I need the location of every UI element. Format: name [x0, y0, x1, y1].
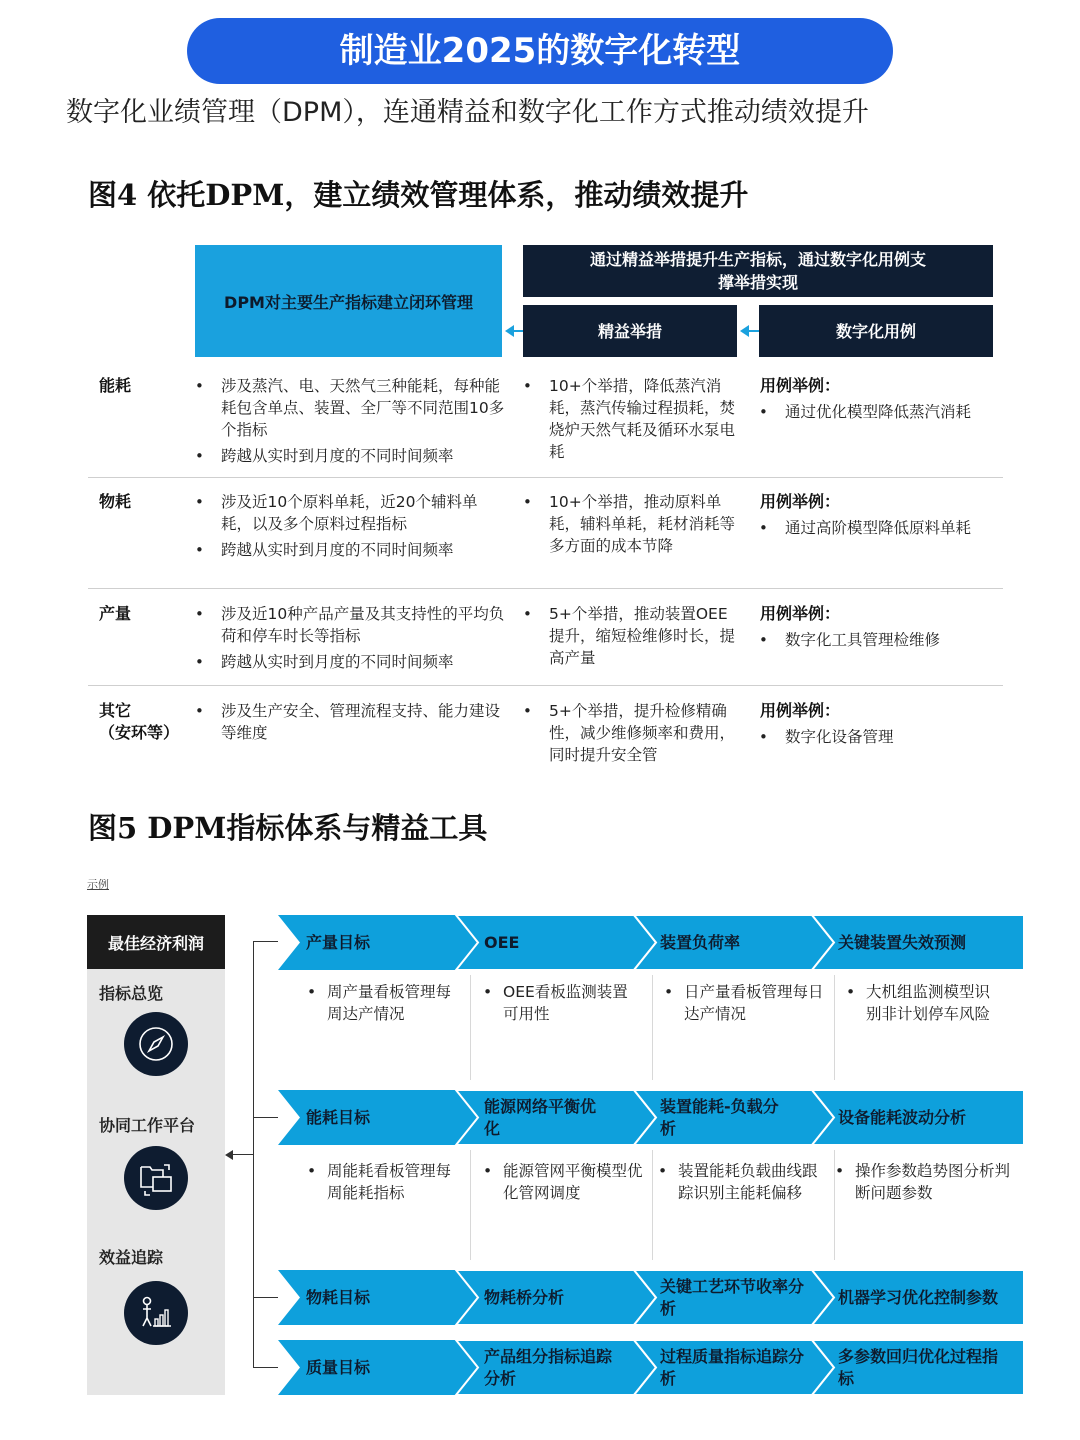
column-divider: [652, 1150, 653, 1260]
row-output-case: [759, 629, 991, 655]
row-label-material: 物耗: [99, 492, 132, 511]
lean-digital-header-box: 通过精益举措提升生产指标，通过数字化用例支撑举措实现: [523, 245, 993, 297]
list-item: • OEE看板监测装置可用性: [483, 981, 643, 1025]
row-other-case: [759, 726, 991, 752]
row-output-lean: [523, 603, 737, 673]
row-other-lean: [523, 700, 737, 770]
list-item: • 5+个举措，提升检修精确性，减少维修频率和费用，同时提升安全管: [523, 700, 737, 766]
chevron-label: 设备能耗波动分析: [838, 1107, 967, 1127]
arrow-left-icon: [740, 325, 749, 337]
chevron-label: 多参数回归优化过程指标: [838, 1346, 999, 1388]
dpm-closed-loop-box: DPM对主要生产指标建立闭环管理: [195, 245, 502, 357]
arrow-line: [514, 330, 523, 332]
list-item: • 数字化工具管理检维修: [759, 629, 991, 651]
metric-description: [483, 981, 643, 1025]
column-divider: [470, 975, 471, 1080]
list-item: • 日产量看板管理每日达产情况: [664, 981, 824, 1025]
sidebar-item-tracking: 效益追踪: [99, 1248, 164, 1267]
chevron-label: 关键工艺环节收率分析: [660, 1276, 805, 1318]
metric-description: [835, 1160, 1025, 1204]
use-case-title: 用例举例：: [760, 376, 841, 395]
arrow-left-icon: [505, 325, 514, 337]
list-item: • 5+个举措，推动装置OEE提升，缩短检维修时长，提高产量: [523, 603, 737, 669]
metric-description: [307, 981, 462, 1025]
list-item: • 操作参数趋势图分析判断问题参数: [835, 1160, 1025, 1204]
use-case-title: 用例举例：: [760, 701, 841, 720]
row-energy-case: [759, 401, 991, 427]
lean-initiatives-header: 精益举措: [523, 305, 737, 357]
chevron-label: 过程质量指标追踪分析: [660, 1346, 805, 1388]
sidebar-item-platform: 协同工作平台: [99, 1116, 196, 1135]
row-material-case: [759, 517, 991, 543]
metric-description: [658, 1160, 828, 1204]
list-item: • 涉及近10种产品产量及其支持性的平均负荷和停车时长等指标: [195, 603, 505, 647]
row-label-output: 产量: [99, 604, 132, 623]
list-item: • 数字化设备管理: [759, 726, 991, 748]
metric-description: [307, 1160, 462, 1204]
list-item: • 10+个举措，降低蒸汽消耗，蒸汽传输过程损耗，焚烧炉天然气耗及循环水泵电耗: [523, 375, 737, 463]
list-item: • 装置能耗负载曲线跟踪识别主能耗偏移: [658, 1160, 828, 1204]
chevron-label: 关键装置失效预测: [838, 932, 967, 952]
arrow-left-icon: [225, 1150, 233, 1160]
row-label-other-sub: （安环等）: [99, 723, 180, 742]
divider: [88, 685, 1003, 686]
row-label-other: 其它: [99, 701, 132, 720]
list-item: • 能源管网平衡模型优化管网调度: [483, 1160, 643, 1204]
chevron-label: 能耗目标: [306, 1107, 371, 1127]
chevron-label: 质量目标: [306, 1357, 371, 1377]
person-chart-icon: [124, 1281, 188, 1345]
connector-branch: [253, 941, 278, 942]
chevron-label: 机器学习优化控制参数: [838, 1287, 999, 1307]
connector-vertical: [253, 941, 254, 1367]
sidebar-top-label: 最佳经济利润: [87, 915, 225, 969]
row-energy-dpm: [195, 375, 505, 471]
page-subtitle: 数字化业绩管理（DPM），连通精益和数字化工作方式推动绩效提升: [66, 97, 869, 128]
page-banner: 制造业2025的数字化转型: [187, 18, 893, 84]
list-item: • 涉及蒸汽、电、天然气三种能耗，每种能耗包含单点、装置、全厂等不同范围10多个指标: [195, 375, 505, 441]
use-case-title: 用例举例：: [760, 604, 841, 623]
list-item: • 通过优化模型降低蒸汽消耗: [759, 401, 991, 423]
list-item: • 10+个举措，推动原料单耗，辅料单耗，耗材消耗等多方面的成本节降: [523, 491, 737, 557]
chevron-label: 物耗桥分析: [484, 1287, 565, 1307]
chevron-label: 产品组分指标追踪分析: [484, 1346, 613, 1388]
column-divider: [652, 975, 653, 1080]
example-label: 示例: [87, 878, 109, 891]
fig4-title: 图4 依托DPM，建立绩效管理体系，推动绩效提升: [88, 178, 749, 212]
connector-arrow-line: [232, 1154, 253, 1155]
arrow-line: [749, 330, 759, 332]
chevron-label: 装置负荷率: [660, 932, 741, 952]
sidebar-item-overview: 指标总览: [99, 984, 164, 1003]
row-material-dpm: [195, 491, 505, 565]
folders-icon: [124, 1146, 188, 1210]
chevron-label: 装置能耗-负载分析: [660, 1096, 779, 1138]
metric-description: [664, 981, 824, 1025]
list-item: • 周能耗看板管理每周能耗指标: [307, 1160, 462, 1204]
list-item: • 涉及近10个原料单耗，近20个辅料单耗，以及多个原料过程指标: [195, 491, 505, 535]
row-label-energy: 能耗: [99, 376, 132, 395]
connector-branch: [253, 1297, 278, 1298]
list-item: • 涉及生产安全、管理流程支持、能力建设等维度: [195, 700, 505, 744]
list-item: • 跨越从实时到月度的不同时间频率: [195, 445, 505, 467]
chevron-label: 产量目标: [306, 932, 371, 952]
row-material-lean: [523, 491, 737, 561]
list-item: • 跨越从实时到月度的不同时间频率: [195, 539, 505, 561]
chevron-label: 能源网络平衡优化: [484, 1096, 597, 1138]
chevron-label: 物耗目标: [306, 1287, 371, 1307]
row-output-dpm: [195, 603, 505, 677]
metric-description: [483, 1160, 643, 1204]
digital-use-case-header: 数字化用例: [759, 305, 993, 357]
compass-icon: [124, 1012, 188, 1076]
connector-branch: [253, 1367, 278, 1368]
list-item: • 通过高阶模型降低原料单耗: [759, 517, 991, 539]
metric-description: [846, 981, 1004, 1025]
row-energy-lean: [523, 375, 737, 467]
list-item: • 大机组监测模型识别非计划停车风险: [846, 981, 1004, 1025]
column-divider: [470, 1150, 471, 1260]
divider: [88, 477, 1003, 478]
chevron-label: OEE: [484, 932, 520, 952]
row-other-dpm: [195, 700, 505, 748]
fig5-title: 图5 DPM指标体系与精益工具: [88, 811, 488, 845]
connector-branch: [253, 1117, 278, 1118]
list-item: • 跨越从实时到月度的不同时间频率: [195, 651, 505, 673]
divider: [88, 588, 1003, 589]
column-divider: [834, 975, 835, 1080]
list-item: • 周产量看板管理每周达产情况: [307, 981, 462, 1025]
use-case-title: 用例举例：: [760, 492, 841, 511]
